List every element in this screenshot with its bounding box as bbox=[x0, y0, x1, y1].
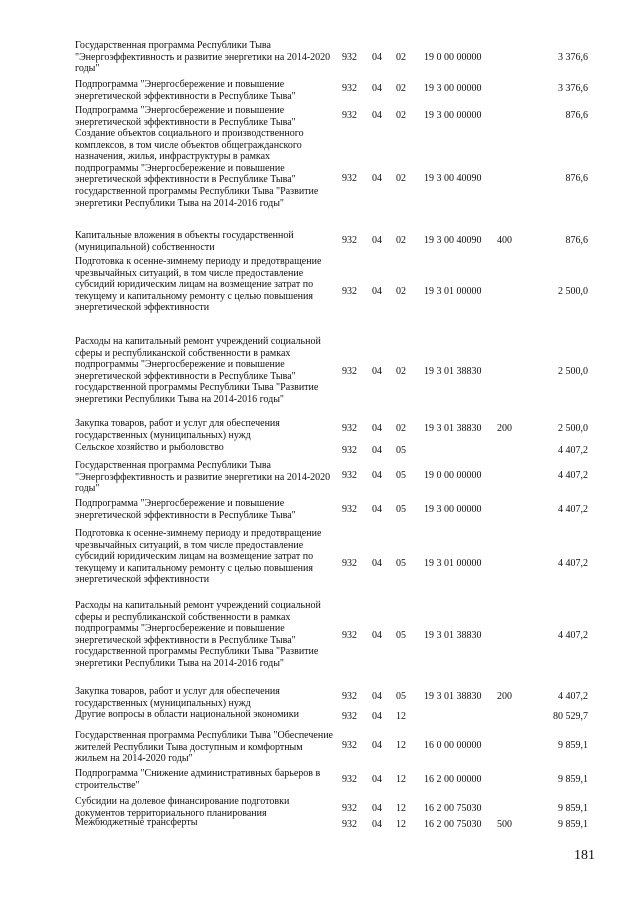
row-razdel: 04 bbox=[372, 470, 382, 481]
row-ved: 932 bbox=[342, 711, 357, 722]
row-target-article: 19 3 00 40090 bbox=[424, 173, 482, 184]
row-name: Межбюджетные трансферты bbox=[75, 817, 198, 828]
row-name: Субсидии на долевое финансирование подготовки документов территориального планирования bbox=[75, 796, 290, 819]
row-target-article: 19 3 01 38830 bbox=[424, 366, 482, 377]
row-name: Подготовка к осенне-зимнему периоду и предотвращение чрезвычайных ситуаций, в том числе предоставление субсидий юридическим лицам на возмещение затрат по текущему и капитальному ремонту с целью повышения энергетической эффективности bbox=[75, 528, 322, 586]
row-razdel: 04 bbox=[372, 740, 382, 751]
row-name: Подпрограмма "Энергосбережение и повышение энергетической эффективности в Республике Тыва" bbox=[75, 79, 296, 102]
row-name: Закупка товаров, работ и услуг для обеспечения государственных (муниципальных) нужд bbox=[75, 418, 280, 441]
row-sum: 876,6 bbox=[565, 235, 588, 246]
row-ved: 932 bbox=[342, 803, 357, 814]
row-sum: 80 529,7 bbox=[553, 711, 588, 722]
row-sum: 9 859,1 bbox=[558, 803, 588, 814]
row-sum: 4 407,2 bbox=[558, 630, 588, 641]
row-target-article: 19 3 00 00000 bbox=[424, 110, 482, 121]
row-sum: 9 859,1 bbox=[558, 819, 588, 830]
row-razdel: 04 bbox=[372, 803, 382, 814]
row-sum: 9 859,1 bbox=[558, 774, 588, 785]
row-ved: 932 bbox=[342, 504, 357, 515]
row-target-article: 19 0 00 00000 bbox=[424, 470, 482, 481]
row-name: Закупка товаров, работ и услуг для обеспечения государственных (муниципальных) нужд bbox=[75, 686, 280, 709]
row-razdel: 04 bbox=[372, 173, 382, 184]
row-ved: 932 bbox=[342, 423, 357, 434]
row-name: Подпрограмма "Энергосбережение и повышение энергетической эффективности в Республике Тыва" bbox=[75, 498, 296, 521]
row-ved: 932 bbox=[342, 470, 357, 481]
row-razdel: 04 bbox=[372, 819, 382, 830]
row-razdel: 04 bbox=[372, 711, 382, 722]
row-expense-type: 200 bbox=[497, 691, 512, 702]
row-razdel: 04 bbox=[372, 423, 382, 434]
row-razdel: 04 bbox=[372, 286, 382, 297]
row-name: Подготовка к осенне-зимнему периоду и предотвращение чрезвычайных ситуаций, в том числе предоставление субсидий юридическим лицам на возмещение затрат по текущему и капитальному ремонту с целью повышения энергетической эффективности bbox=[75, 256, 322, 314]
row-razdel: 04 bbox=[372, 445, 382, 456]
row-target-article: 16 2 00 00000 bbox=[424, 774, 482, 785]
row-ved: 932 bbox=[342, 558, 357, 569]
row-podrazdel: 02 bbox=[396, 235, 406, 246]
row-target-article: 16 0 00 00000 bbox=[424, 740, 482, 751]
row-ved: 932 bbox=[342, 235, 357, 246]
row-name: Создание объектов социального и производственного комплексов, в том числе объектов общегражданского назначения, жилья, инфраструктуры в рамках подпрограммы "Энергосбережение и повышение энергетической эффективности в Республике Тыва" государственной программы Республики Тыва "Развитие энергетики Республики Тыва на 2014-2016 годы" bbox=[75, 128, 319, 209]
row-target-article: 16 2 00 75030 bbox=[424, 819, 482, 830]
row-sum: 4 407,2 bbox=[558, 445, 588, 456]
row-podrazdel: 05 bbox=[396, 504, 406, 515]
row-expense-type: 200 bbox=[497, 423, 512, 434]
row-name: Сельское хозяйство и рыболовство bbox=[75, 442, 224, 453]
row-podrazdel: 12 bbox=[396, 740, 406, 751]
row-target-article: 16 2 00 75030 bbox=[424, 803, 482, 814]
row-podrazdel: 02 bbox=[396, 52, 406, 63]
row-name: Подпрограмма "Снижение административных барьеров в строительстве" bbox=[75, 768, 321, 791]
row-sum: 9 859,1 bbox=[558, 740, 588, 751]
row-razdel: 04 bbox=[372, 774, 382, 785]
row-podrazdel: 12 bbox=[396, 819, 406, 830]
row-podrazdel: 02 bbox=[396, 173, 406, 184]
row-podrazdel: 05 bbox=[396, 445, 406, 456]
row-sum: 4 407,2 bbox=[558, 470, 588, 481]
row-target-article: 19 3 01 00000 bbox=[424, 558, 482, 569]
row-name: Государственная программа Республики Тыва "Энергоэффективность и развитие энергетики на 2014-2020 годы" bbox=[75, 40, 331, 75]
row-expense-type: 400 bbox=[497, 235, 512, 246]
row-target-article: 19 3 00 00000 bbox=[424, 504, 482, 515]
row-sum: 2 500,0 bbox=[558, 423, 588, 434]
row-razdel: 04 bbox=[372, 235, 382, 246]
row-ved: 932 bbox=[342, 774, 357, 785]
row-ved: 932 bbox=[342, 52, 357, 63]
row-target-article: 19 3 00 40090 bbox=[424, 235, 482, 246]
row-target-article: 19 3 01 38830 bbox=[424, 630, 482, 641]
row-ved: 932 bbox=[342, 286, 357, 297]
row-podrazdel: 05 bbox=[396, 630, 406, 641]
row-sum: 2 500,0 bbox=[558, 286, 588, 297]
row-sum: 876,6 bbox=[565, 173, 588, 184]
row-name: Капитальные вложения в объекты государственной (муниципальной) собственности bbox=[75, 230, 294, 253]
row-podrazdel: 02 bbox=[396, 286, 406, 297]
row-podrazdel: 02 bbox=[396, 366, 406, 377]
row-razdel: 04 bbox=[372, 630, 382, 641]
row-ved: 932 bbox=[342, 83, 357, 94]
row-target-article: 19 3 01 00000 bbox=[424, 286, 482, 297]
row-sum: 4 407,2 bbox=[558, 504, 588, 515]
row-name: Государственная программа Республики Тыва "Энергоэффективность и развитие энергетики на 2014-2020 годы" bbox=[75, 460, 331, 495]
row-podrazdel: 12 bbox=[396, 774, 406, 785]
row-razdel: 04 bbox=[372, 110, 382, 121]
row-ved: 932 bbox=[342, 740, 357, 751]
row-razdel: 04 bbox=[372, 52, 382, 63]
row-name: Расходы на капитальный ремонт учреждений социальной сферы и республиканской собственности в рамках подпрограммы "Энергосбережение и повышение энергетической эффективности в Республике Тыва" государственной программы Республики Тыва "Развитие энергетики Республики Тыва на 2014-2016 годы" bbox=[75, 600, 321, 669]
row-razdel: 04 bbox=[372, 83, 382, 94]
row-podrazdel: 12 bbox=[396, 711, 406, 722]
row-podrazdel: 05 bbox=[396, 470, 406, 481]
row-target-article: 19 3 01 38830 bbox=[424, 423, 482, 434]
row-name: Государственная программа Республики Тыва "Обеспечение жителей Республики Тыва доступным и комфортным жильем на 2014-2020 годы" bbox=[75, 730, 333, 765]
row-ved: 932 bbox=[342, 630, 357, 641]
row-sum: 3 376,6 bbox=[558, 52, 588, 63]
row-razdel: 04 bbox=[372, 558, 382, 569]
row-name: Другие вопросы в области национальной экономики bbox=[75, 709, 299, 720]
row-sum: 4 407,2 bbox=[558, 558, 588, 569]
row-ved: 932 bbox=[342, 691, 357, 702]
row-sum: 4 407,2 bbox=[558, 691, 588, 702]
row-podrazdel: 02 bbox=[396, 110, 406, 121]
row-expense-type: 500 bbox=[497, 819, 512, 830]
row-ved: 932 bbox=[342, 110, 357, 121]
row-target-article: 19 3 01 38830 bbox=[424, 691, 482, 702]
row-podrazdel: 02 bbox=[396, 83, 406, 94]
row-name: Расходы на капитальный ремонт учреждений социальной сферы и республиканской собственности в рамках подпрограммы "Энергосбережение и повышение энергетической эффективности в Республике Тыва" государственной программы Республики Тыва "Развитие энергетики Республики Тыва на 2014-2016 годы" bbox=[75, 336, 321, 405]
row-sum: 3 376,6 bbox=[558, 83, 588, 94]
row-sum: 876,6 bbox=[565, 110, 588, 121]
row-podrazdel: 05 bbox=[396, 558, 406, 569]
row-ved: 932 bbox=[342, 445, 357, 456]
row-ved: 932 bbox=[342, 819, 357, 830]
row-ved: 932 bbox=[342, 366, 357, 377]
row-sum: 2 500,0 bbox=[558, 366, 588, 377]
row-target-article: 19 0 00 00000 bbox=[424, 52, 482, 63]
row-target-article: 19 3 00 00000 bbox=[424, 83, 482, 94]
row-podrazdel: 05 bbox=[396, 691, 406, 702]
row-podrazdel: 02 bbox=[396, 423, 406, 434]
row-podrazdel: 12 bbox=[396, 803, 406, 814]
row-razdel: 04 bbox=[372, 504, 382, 515]
row-ved: 932 bbox=[342, 173, 357, 184]
row-name: Подпрограмма "Энергосбережение и повышение энергетической эффективности в Республике Тыва" bbox=[75, 105, 296, 128]
row-razdel: 04 bbox=[372, 691, 382, 702]
row-razdel: 04 bbox=[372, 366, 382, 377]
page-number: 181 bbox=[574, 848, 595, 863]
